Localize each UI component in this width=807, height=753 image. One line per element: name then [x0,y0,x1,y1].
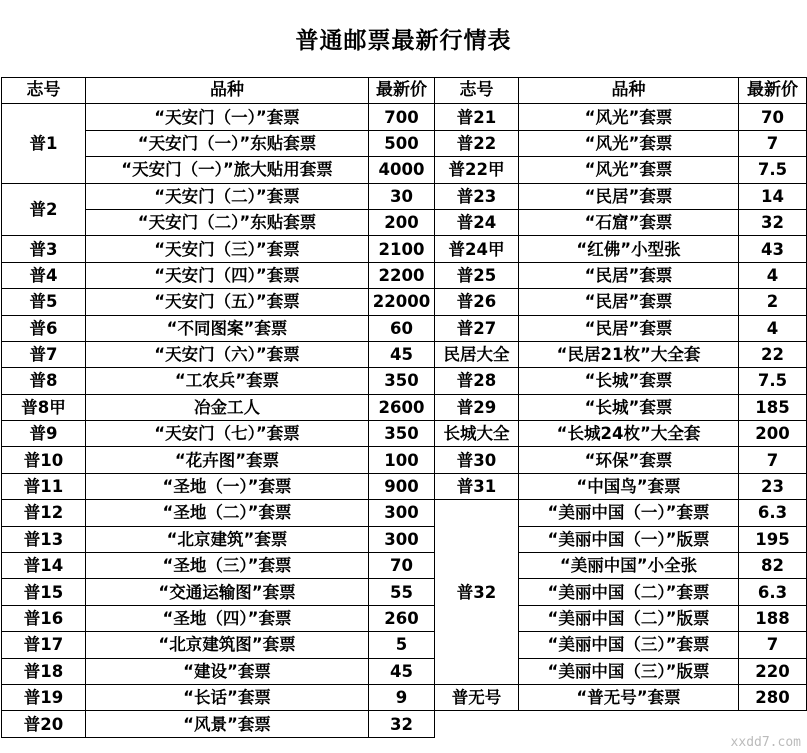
table-row [2,236,807,262]
table-cell: 4 [739,315,807,341]
table-cell: “圣地（三）”套票 [86,553,369,579]
table-cell: “普无号”套票 [519,684,739,710]
table-cell: “天安门（四）”套票 [86,262,369,288]
table-cell: 45 [369,658,435,684]
table-cell: 900 [369,473,435,499]
table-cell: 60 [369,315,435,341]
table-cell: 350 [369,368,435,394]
table-cell: 民居大全 [435,341,519,367]
table-cell: 30 [369,183,435,209]
header-cell: 最新价 [739,78,807,104]
table-cell: 195 [739,526,807,552]
table-cell: 普28 [435,368,519,394]
table-cell: 普19 [2,684,86,710]
header-cell: 品种 [86,78,369,104]
table-cell: 普1 [2,104,86,183]
table-cell: 普22甲 [435,157,519,183]
table-cell: 280 [739,684,807,710]
table-cell: “美丽中国（二）”套票 [519,579,739,605]
table-cell: “红佛”小型张 [519,236,739,262]
table-cell: 7 [739,632,807,658]
table-cell: 9 [369,684,435,710]
table-cell: “长话”套票 [86,684,369,710]
table-cell: 7 [739,447,807,473]
table-cell: “北京建筑图”套票 [86,632,369,658]
table-cell: 43 [739,236,807,262]
table-cell: 300 [369,526,435,552]
table-cell: 70 [369,553,435,579]
page-title: 普通邮票最新行情表 [295,28,512,54]
table-cell: 4 [739,262,807,288]
table-cell: “天安门（一）”东贴套票 [86,130,369,156]
table-cell: 普12 [2,500,86,526]
table-row [2,553,807,579]
table-row [2,579,807,605]
table-cell: 普24甲 [435,236,519,262]
table-cell: 55 [369,579,435,605]
table-row [2,130,807,156]
table-cell: “美丽中国（一）”套票 [519,500,739,526]
header-row [2,78,807,104]
table-cell: “风光”套票 [519,157,739,183]
table-cell: “天安门（五）”套票 [86,289,369,315]
table-cell: “圣地（四）”套票 [86,605,369,631]
table-cell: 普17 [2,632,86,658]
table-cell: 70 [739,104,807,130]
table-cell: “中国鸟”套票 [519,473,739,499]
table-cell: 7.5 [739,157,807,183]
table-cell: “环保”套票 [519,447,739,473]
table-cell: 350 [369,421,435,447]
table-cell: “石窟”套票 [519,209,739,235]
table-cell: 82 [739,553,807,579]
table-cell: 200 [369,209,435,235]
table-cell: 普2 [2,183,86,236]
table-cell: 普20 [2,711,86,737]
table-cell: 6.3 [739,579,807,605]
table-cell: 7.5 [739,368,807,394]
table-cell: 普4 [2,262,86,288]
table-cell: “天安门（一）”旅大贴用套票 [86,157,369,183]
table-cell: “天安门（二）”套票 [86,183,369,209]
table-cell: “风光”套票 [519,104,739,130]
table-cell: 220 [739,658,807,684]
table-cell: 7 [739,130,807,156]
table-cell: 普11 [2,473,86,499]
table-row [2,421,807,447]
table-cell: 14 [739,183,807,209]
table-cell: 260 [369,605,435,631]
table-cell: “北京建筑”套票 [86,526,369,552]
table-row [2,605,807,631]
header-cell: 志号 [2,78,86,104]
table-cell: 普26 [435,289,519,315]
table-cell: 32 [369,711,435,737]
table-cell: 普27 [435,315,519,341]
table-cell: “民居”套票 [519,183,739,209]
table-row [2,209,807,235]
table-cell: “圣地（二）”套票 [86,500,369,526]
table-row [2,262,807,288]
table-row [2,658,807,684]
table-cell: 普32 [435,500,519,685]
table-cell: “美丽中国（三）”版票 [519,658,739,684]
table-cell: 6.3 [739,500,807,526]
table-cell: 22000 [369,289,435,315]
table-row [2,368,807,394]
table-cell: 23 [739,473,807,499]
table-cell: “天安门（二）”东贴套票 [86,209,369,235]
table-cell: 2200 [369,262,435,288]
table-cell: 普25 [435,262,519,288]
table-cell: 700 [369,104,435,130]
table-row [2,183,807,209]
table-cell: 普16 [2,605,86,631]
table-row [2,447,807,473]
table-cell: 普30 [435,447,519,473]
table-cell: 100 [369,447,435,473]
header-cell: 最新价 [369,78,435,104]
table-cell: 普13 [2,526,86,552]
table-cell: “交通运输图”套票 [86,579,369,605]
table-cell: “天安门（三）”套票 [86,236,369,262]
table-cell: 普15 [2,579,86,605]
table-cell: 500 [369,130,435,156]
table-cell: 普8甲 [2,394,86,420]
table-cell: 188 [739,605,807,631]
table-row [2,394,807,420]
table-cell: “美丽中国（二）”版票 [519,605,739,631]
table-cell: “民居21枚”大全套 [519,341,739,367]
table-cell: “花卉图”套票 [86,447,369,473]
table-cell: “民居”套票 [519,262,739,288]
table-cell: 冶金工人 [86,394,369,420]
table-row [2,289,807,315]
table-cell: “工农兵”套票 [86,368,369,394]
table-body [2,104,807,737]
table-cell: 普14 [2,553,86,579]
table-row [2,684,807,710]
table-cell: “不同图案”套票 [86,315,369,341]
table-cell: 普5 [2,289,86,315]
price-table [1,77,807,738]
table-cell: 2 [739,289,807,315]
table-cell: 长城大全 [435,421,519,447]
table-cell: “圣地（一）”套票 [86,473,369,499]
table-cell: 普21 [435,104,519,130]
table-row [2,711,807,737]
table-cell: 2600 [369,394,435,420]
table-cell: “美丽中国（三）”套票 [519,632,739,658]
table-cell: “美丽中国”小全张 [519,553,739,579]
table-row [2,104,807,130]
table-cell: 普6 [2,315,86,341]
table-cell: 22 [739,341,807,367]
table-cell: 普18 [2,658,86,684]
table-cell: 普10 [2,447,86,473]
table-cell: “民居”套票 [519,315,739,341]
table-row [2,526,807,552]
table-row [2,341,807,367]
table-cell: 2100 [369,236,435,262]
table-cell: 普3 [2,236,86,262]
table-cell: “天安门（一）”套票 [86,104,369,130]
table-cell: “长城”套票 [519,394,739,420]
table-cell: 200 [739,421,807,447]
table-cell: “长城24枚”大全套 [519,421,739,447]
table-cell: 普24 [435,209,519,235]
table-cell: 普9 [2,421,86,447]
table-cell: 45 [369,341,435,367]
table-cell: “美丽中国（一）”版票 [519,526,739,552]
header-cell: 志号 [435,78,519,104]
table-cell: “风景”套票 [86,711,369,737]
table-row [2,473,807,499]
table-cell: 普31 [435,473,519,499]
table-cell: 32 [739,209,807,235]
table-cell: “建设”套票 [86,658,369,684]
table-cell: “民居”套票 [519,289,739,315]
table-cell: 普无号 [435,684,519,710]
table-cell: “风光”套票 [519,130,739,156]
table-cell: “长城”套票 [519,368,739,394]
table-cell: 300 [369,500,435,526]
table-cell: 普23 [435,183,519,209]
watermark: xxdd7.com [730,735,801,750]
table-cell: 5 [369,632,435,658]
table-cell: 4000 [369,157,435,183]
table-row [2,632,807,658]
table-cell: “天安门（六）”套票 [86,341,369,367]
table-row [2,315,807,341]
table-row [2,500,807,526]
table-cell: 普7 [2,341,86,367]
header-cell: 品种 [519,78,739,104]
table-row [2,157,807,183]
table-cell: 185 [739,394,807,420]
table-cell: 普22 [435,130,519,156]
table-cell: 普8 [2,368,86,394]
table-cell: 普29 [435,394,519,420]
table-cell: “天安门（七）”套票 [86,421,369,447]
